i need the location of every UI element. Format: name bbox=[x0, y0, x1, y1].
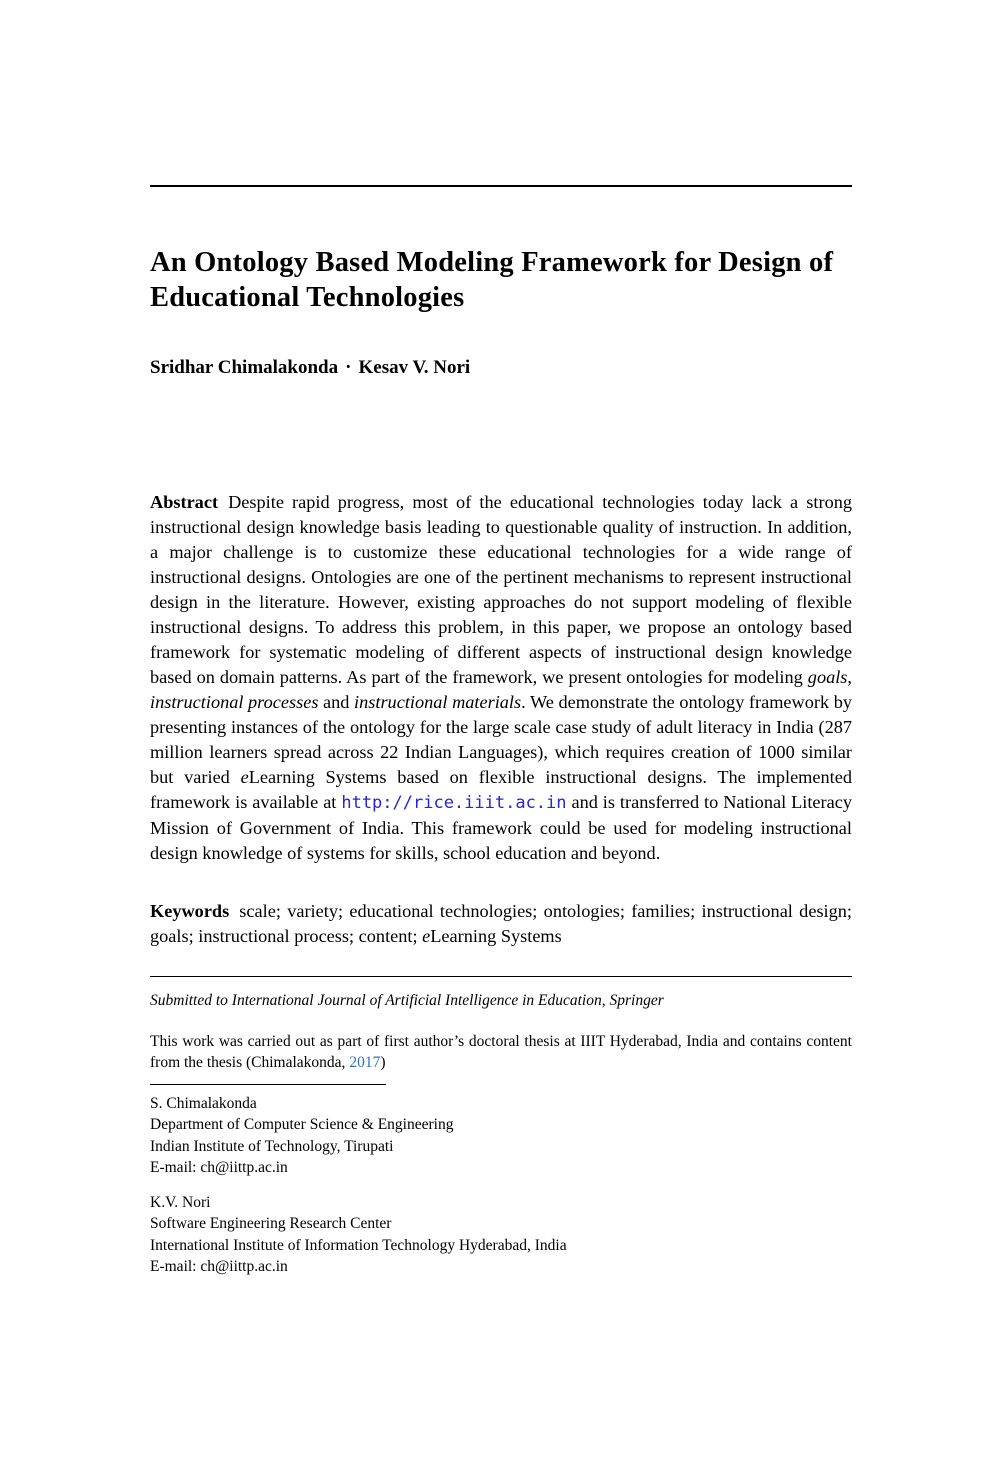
text-segment: scale; variety; educational technologies; ontologies; families; instructional design; goals; instructional process; content; bbox=[150, 900, 852, 946]
text-segment: and bbox=[318, 691, 355, 712]
text-segment: Learning Systems based on flexible instructional designs. The implemented framework is available at bbox=[150, 766, 852, 812]
email-line: E-mail: ch@iittp.ac.in bbox=[150, 1258, 288, 1276]
address-block-1 bbox=[150, 1093, 852, 1179]
address-rule bbox=[150, 1084, 386, 1085]
text-segment: e bbox=[422, 925, 431, 946]
text-segment: . We demonstrate the ontology framework by presenting instances of the ontology for the large scale case study of adult literacy in India (287 million learners spread across 22 Indian Languages), which requires creation of 1000 similar but varied bbox=[150, 691, 852, 787]
text-segment: e bbox=[240, 766, 249, 787]
author-line bbox=[150, 357, 852, 380]
text-segment: Learning Systems bbox=[430, 925, 562, 946]
text-segment: , bbox=[847, 666, 852, 687]
address-block-2 bbox=[150, 1192, 852, 1278]
text-segment: Despite rapid progress, most of the educational technologies today lack a strong instructional design knowledge basis leading to questionable quality of instruction. In addition, a major challenge is to customize these educational technologies for a wide range of instructional designs. Ontologies are one of the pertinent mechanisms to represent instructional design in the literature. However, existing approaches do not support modeling of flexible instructional designs. To address this problem, in this paper, we propose an ontology based framework for systematic modeling of different aspects of instructional design knowledge based on domain patterns. As part of the framework, we present ontologies for modeling bbox=[150, 491, 852, 687]
affiliation-line: International Institute of Information Technology Hyderabad, India bbox=[150, 1236, 567, 1254]
text-segment: ) bbox=[380, 1053, 386, 1071]
keywords-paragraph bbox=[150, 899, 852, 949]
email-line: E-mail: ch@iittp.ac.in bbox=[150, 1159, 288, 1177]
rice-url-link[interactable]: http://rice.iiit.ac.in bbox=[341, 792, 567, 813]
text-segment: This work was carried out as part of first author’s doctoral thesis at IIIT Hyderabad, India and contains content from the thesis (Chimalakonda, bbox=[150, 1032, 852, 1071]
contact-name: K.V. Nori bbox=[150, 1193, 211, 1211]
affiliation-line: Indian Institute of Technology, Tirupati bbox=[150, 1137, 394, 1155]
thesis-note bbox=[150, 1031, 852, 1073]
text-segment: instructional processes bbox=[150, 691, 319, 712]
author-separator: · bbox=[345, 357, 352, 379]
paper-title: An Ontology Based Modeling Framework for Design of Educational Technologies bbox=[150, 247, 834, 314]
footnote-rule bbox=[150, 976, 852, 977]
citation-year-link[interactable]: 2017 bbox=[349, 1053, 381, 1071]
author-1: Sridhar Chimalakonda bbox=[150, 357, 339, 379]
affiliation-line: Department of Computer Science & Engineering bbox=[150, 1116, 454, 1134]
abstract-label: Abstract bbox=[150, 491, 219, 512]
contact-name: S. Chimalakonda bbox=[150, 1094, 257, 1112]
affiliation-line: Software Engineering Research Center bbox=[150, 1215, 392, 1233]
keywords-label: Keywords bbox=[150, 900, 230, 921]
text-segment: goals bbox=[807, 666, 848, 687]
author-2: Kesav V. Nori bbox=[358, 357, 471, 379]
submitted-note: Submitted to International Journal of Artificial Intelligence in Education, Springer bbox=[150, 991, 664, 1009]
abstract-paragraph bbox=[150, 490, 852, 866]
text-segment: and is transferred to National Literacy Mission of Government of India. This framework could be used for modeling instructional design knowledge of systems for skills, school education and beyond. bbox=[150, 791, 852, 863]
text-segment: instructional materials bbox=[354, 691, 522, 712]
header-rule bbox=[150, 185, 852, 187]
